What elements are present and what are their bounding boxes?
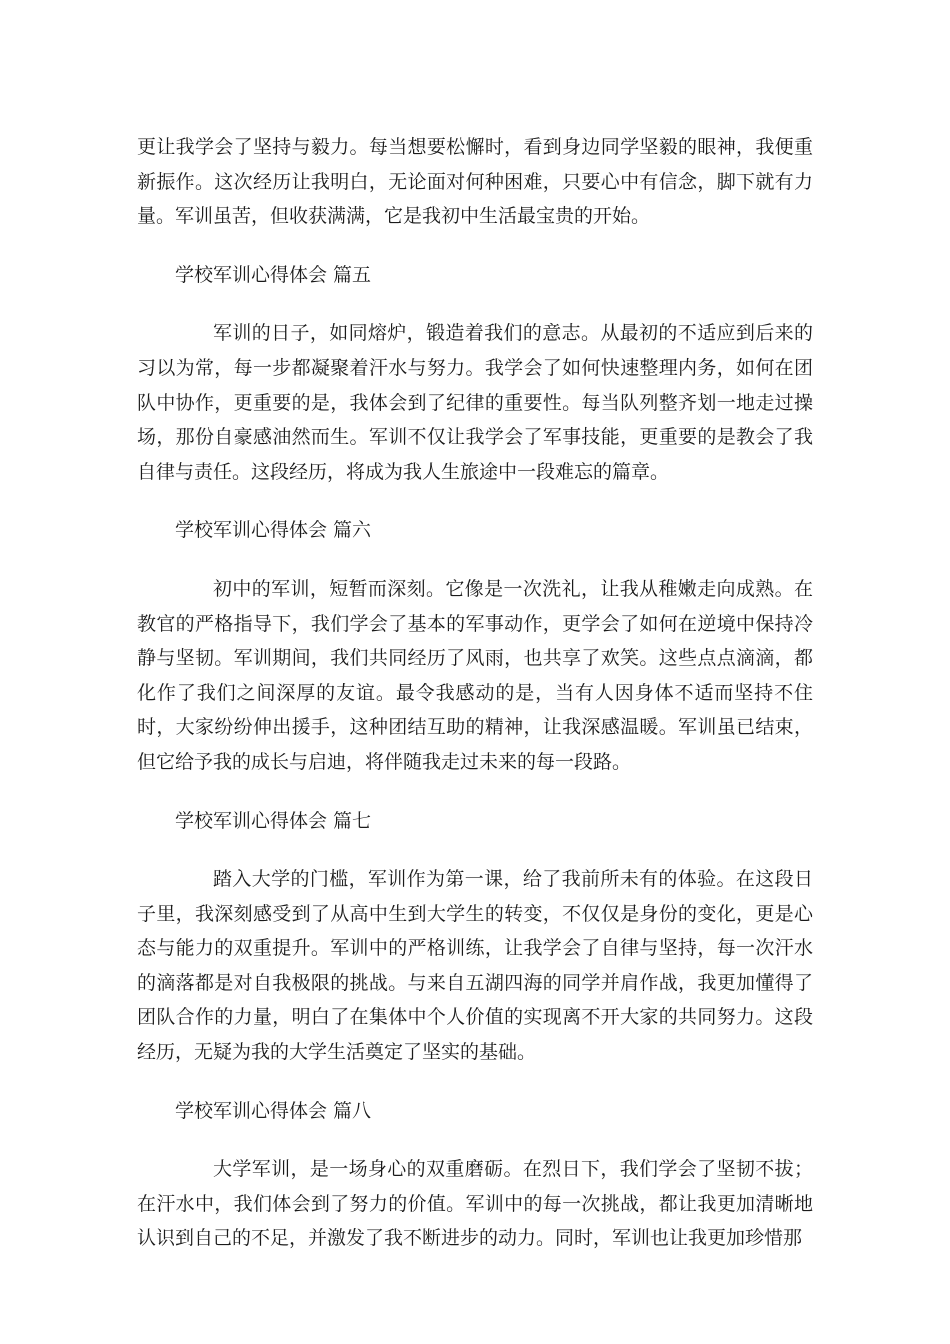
- document-page: [137, 130, 813, 1280]
- section-heading-8: 学校军训心得体会 篇八: [175, 1099, 372, 1122]
- section-body-8: 大学军训，是一场身心的双重磨砺。在烈日下，我们学会了坚韧不拔；在汗水中，我们体会到了努力的价值。军训中的每一次挑战，都让我更加清晰地认识到自己的不足，并激发了我不断进步的动力。同时，军训也让我更加珍惜那: [137, 1158, 813, 1250]
- paragraph-continuation: 更让我学会了坚持与毅力。每当想要松懈时，看到身边同学坚毅的眼神，我便重新振作。这次经历让我明白，无论面对何种困难，只要心中有信念，脚下就有力量。军训虽苦，但收获满满，它是我初中生活最宝贵的开始。: [137, 136, 813, 228]
- section-heading-6: 学校军训心得体会 篇六: [175, 519, 372, 542]
- section-heading-5: 学校军训心得体会 篇五: [175, 263, 372, 286]
- section-body-7: 踏入大学的门槛，军训作为第一课，给了我前所未有的体验。在这段日子里，我深刻感受到了从高中生到大学生的转变，不仅仅是身份的变化，更是心态与能力的双重提升。军训中的严格训练，让我学会了自律与坚持，每一次汗水的滴落都是对自我极限的挑战。与来自五湖四海的同学并肩作战，我更加懂得了团队合作的力量，明白了在集体中个人价值的实现离不开大家的共同努力。这段经历，无疑为我的大学生活奠定了坚实的基础。: [137, 868, 813, 1064]
- section-body-6: 初中的军训，短暂而深刻。它像是一次洗礼，让我从稚嫩走向成熟。在教官的严格指导下，我们学会了基本的军事动作，更学会了如何在逆境中保持冷静与坚韧。军训期间，我们共同经历了风雨，也共享了欢笑。这些点点滴滴，都化作了我们之间深厚的友谊。最令我感动的是，当有人因身体不适而坚持不住时，大家纷纷伸出援手，这种团结互助的精神，让我深感温暖。军训虽已结束，但它给予我的成长与启迪，将伴随我走过未来的每一段路。: [137, 577, 813, 773]
- section-heading-7: 学校军训心得体会 篇七: [175, 809, 372, 832]
- section-body-5: 军训的日子，如同熔炉，锻造着我们的意志。从最初的不适应到后来的习以为常，每一步都凝聚着汗水与努力。我学会了如何快速整理内务，如何在团队中协作，更重要的是，我体会到了纪律的重要性。每当队列整齐划一地走过操场，那份自豪感油然而生。军训不仅让我学会了军事技能，更重要的是教会了我自律与责任。这段经历，将成为我人生旅途中一段难忘的篇章。: [137, 322, 813, 483]
